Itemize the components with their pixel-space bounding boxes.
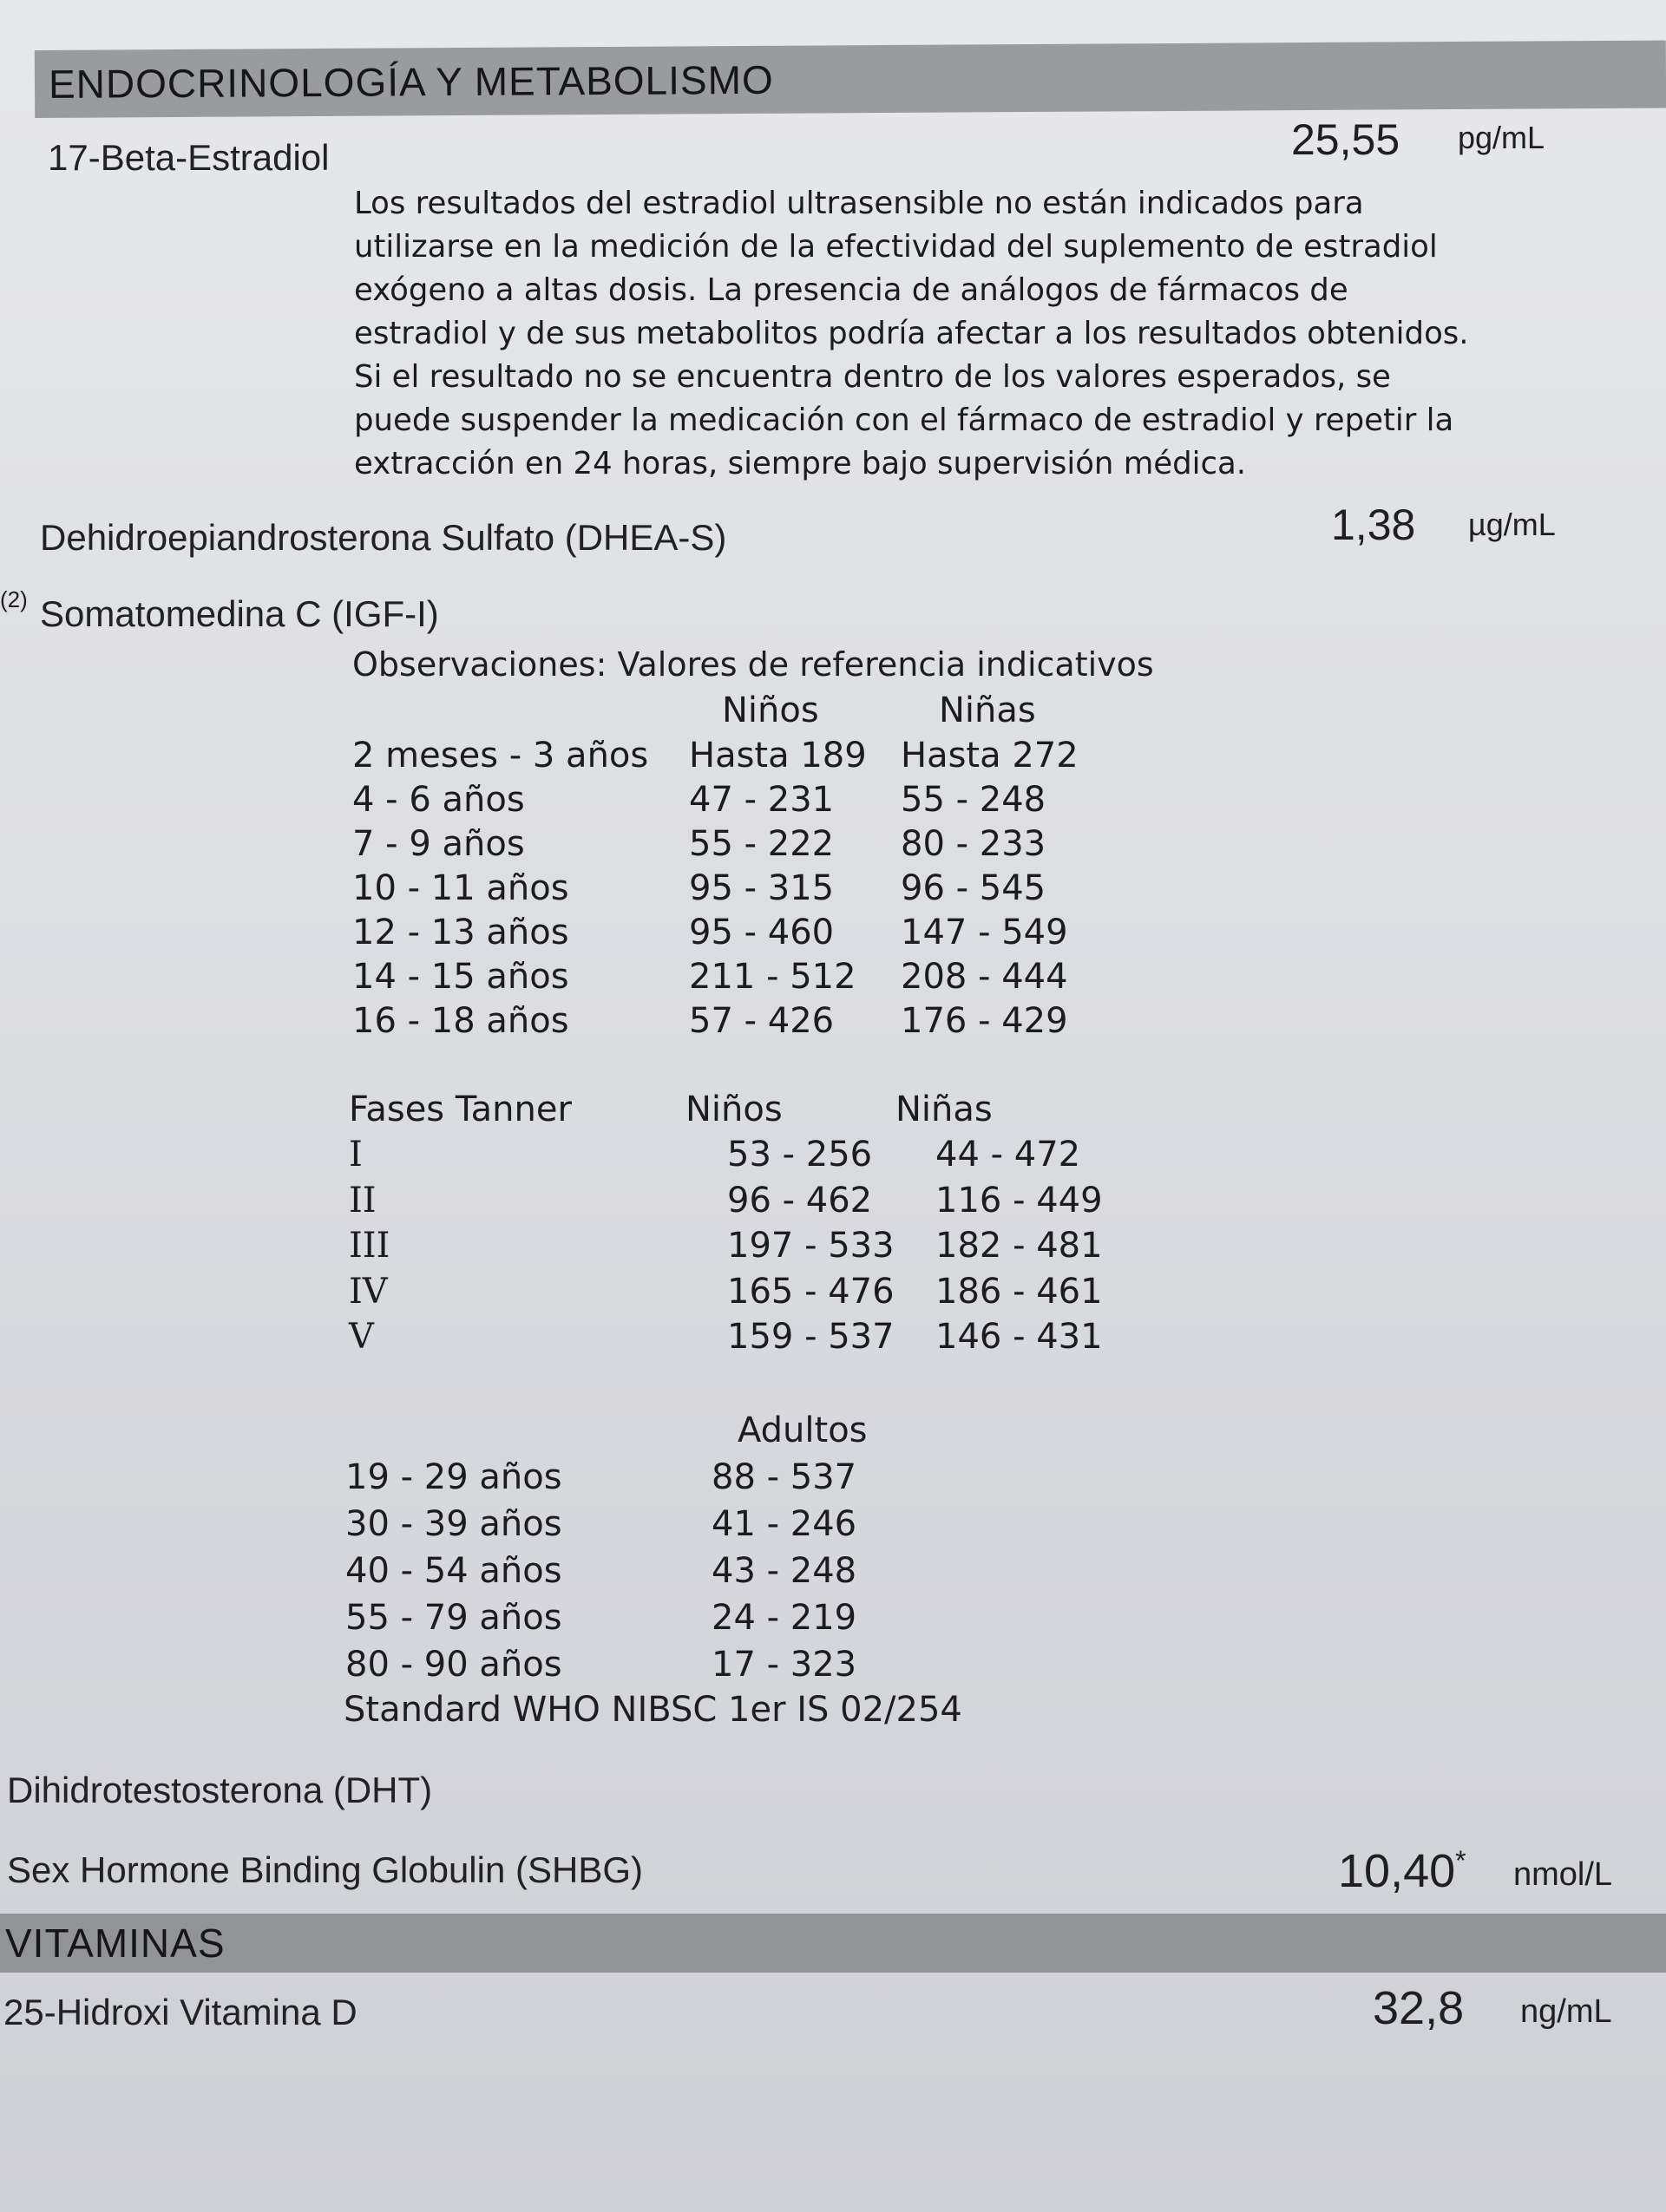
- out-of-range-flag: *: [1455, 1845, 1466, 1876]
- table-cell: Hasta 272: [901, 736, 1079, 776]
- test-value-vitd: 32,8: [1373, 1982, 1465, 2034]
- row-label: V: [349, 1317, 374, 1357]
- table-header: Fases Tanner: [349, 1090, 572, 1129]
- table-cell: 165 - 476: [727, 1271, 895, 1312]
- table-cell: 208 - 444: [901, 957, 1068, 997]
- table-cell: 80 - 233: [901, 824, 1046, 864]
- test-value-estradiol: 25,55: [1291, 115, 1400, 164]
- table-cell: 159 - 537: [727, 1317, 895, 1357]
- table-cell: 24 - 219: [712, 1598, 857, 1638]
- note-line: Si el resultado no se encuentra dentro de los valores esperados, se: [354, 359, 1391, 395]
- table-cell: 186 - 461: [935, 1271, 1103, 1312]
- row-label: 10 - 11 años: [352, 868, 569, 908]
- table-cell: Hasta 189: [689, 736, 867, 776]
- note-line: Los resultados del estradiol ultrasensible no están indicados para: [354, 186, 1364, 221]
- row-label: 80 - 90 años: [345, 1645, 562, 1685]
- table-header: Niños: [722, 690, 819, 730]
- table-cell: 41 - 246: [712, 1504, 857, 1544]
- row-label: 7 - 9 años: [352, 824, 525, 864]
- test-unit-shbg: nmol/L: [1513, 1856, 1613, 1893]
- table-cell: 116 - 449: [935, 1180, 1103, 1221]
- test-value-shbg: [1338, 1844, 1466, 1898]
- table-cell: 55 - 222: [689, 824, 835, 864]
- test-name-dhea: Dehidroepiandrosterona Sulfato (DHEA-S): [40, 517, 727, 558]
- table-cell: 95 - 315: [689, 868, 835, 908]
- row-label: I: [349, 1135, 363, 1175]
- table-cell: 44 - 472: [935, 1135, 1081, 1175]
- table-cell: 146 - 431: [935, 1317, 1103, 1357]
- row-label: 55 - 79 años: [345, 1598, 562, 1638]
- shbg-value: 10,40: [1338, 1845, 1456, 1897]
- table-cell: 176 - 429: [901, 1001, 1068, 1041]
- estradiol-note: [354, 182, 1469, 486]
- table-cell: 88 - 537: [712, 1457, 857, 1497]
- row-label: 30 - 39 años: [345, 1504, 562, 1544]
- note-line: extracción en 24 horas, siempre bajo supervisión médica.: [354, 446, 1247, 481]
- section-header-endocrinologia: [35, 41, 1666, 118]
- test-name-vitd: 25-Hidroxi Vitamina D: [3, 1992, 357, 2032]
- table-cell: 55 - 248: [901, 780, 1046, 820]
- table-cell: 147 - 549: [901, 913, 1068, 952]
- row-label: II: [349, 1180, 377, 1221]
- test-name-estradiol: 17-Beta-Estradiol: [48, 137, 330, 178]
- note-line: puede suspender la medicación con el fármaco de estradiol y repetir la: [354, 402, 1454, 438]
- standard-note: Standard WHO NIBSC 1er IS 02/254: [344, 1690, 962, 1730]
- note-line: utilizarse en la medición de la efectividad del suplemento de estradiol: [354, 229, 1438, 265]
- table-cell: 211 - 512: [689, 957, 856, 997]
- table-cell: 95 - 460: [689, 913, 835, 952]
- table-cell: 197 - 533: [727, 1226, 895, 1266]
- section-title: VITAMINAS: [5, 1921, 226, 1966]
- note-line: exógeno a altas dosis. La presencia de análogos de fármacos de: [354, 272, 1348, 308]
- section-header-vitaminas: [0, 1914, 1666, 1973]
- table-header: Niños: [685, 1090, 783, 1129]
- row-label: 4 - 6 años: [352, 780, 525, 820]
- table-cell: 47 - 231: [689, 780, 835, 820]
- footnote-marker: (2): [0, 586, 28, 612]
- table-header: Niñas: [939, 690, 1036, 730]
- observations-title: Observaciones: Valores de referencia indicativos: [352, 645, 1154, 684]
- test-name-igf: Somatomedina C (IGF-I): [40, 593, 439, 634]
- row-label: 16 - 18 años: [352, 1001, 569, 1041]
- table-cell: 17 - 323: [712, 1645, 857, 1685]
- test-name-shbg: Sex Hormone Binding Globulin (SHBG): [7, 1849, 643, 1890]
- test-unit-estradiol: pg/mL: [1458, 120, 1545, 155]
- table-cell: 53 - 256: [727, 1135, 873, 1175]
- row-label: IV: [349, 1271, 388, 1312]
- test-unit-vitd: ng/mL: [1520, 1993, 1612, 2030]
- note-line: estradiol y de sus metabolitos podría afectar a los resultados obtenidos.: [354, 316, 1469, 351]
- table-header: Niñas: [895, 1090, 993, 1129]
- test-value-dhea: 1,38: [1331, 501, 1416, 549]
- section-title: ENDOCRINOLOGÍA Y METABOLISMO: [48, 56, 774, 107]
- row-label: 2 meses - 3 años: [352, 736, 649, 776]
- table-cell: 96 - 462: [727, 1180, 873, 1221]
- row-label: 14 - 15 años: [352, 957, 569, 997]
- test-name-dht: Dihidrotestosterona (DHT): [7, 1770, 433, 1810]
- row-label: 40 - 54 años: [345, 1551, 562, 1591]
- table-cell: 96 - 545: [901, 868, 1046, 908]
- test-unit-dhea: µg/mL: [1468, 507, 1556, 542]
- row-label: 12 - 13 años: [352, 913, 569, 952]
- table-header: Adultos: [738, 1410, 868, 1450]
- table-cell: 57 - 426: [689, 1001, 835, 1041]
- row-label: 19 - 29 años: [345, 1457, 562, 1497]
- row-label: III: [349, 1226, 390, 1266]
- table-cell: 182 - 481: [935, 1226, 1103, 1266]
- table-cell: 43 - 248: [712, 1551, 857, 1591]
